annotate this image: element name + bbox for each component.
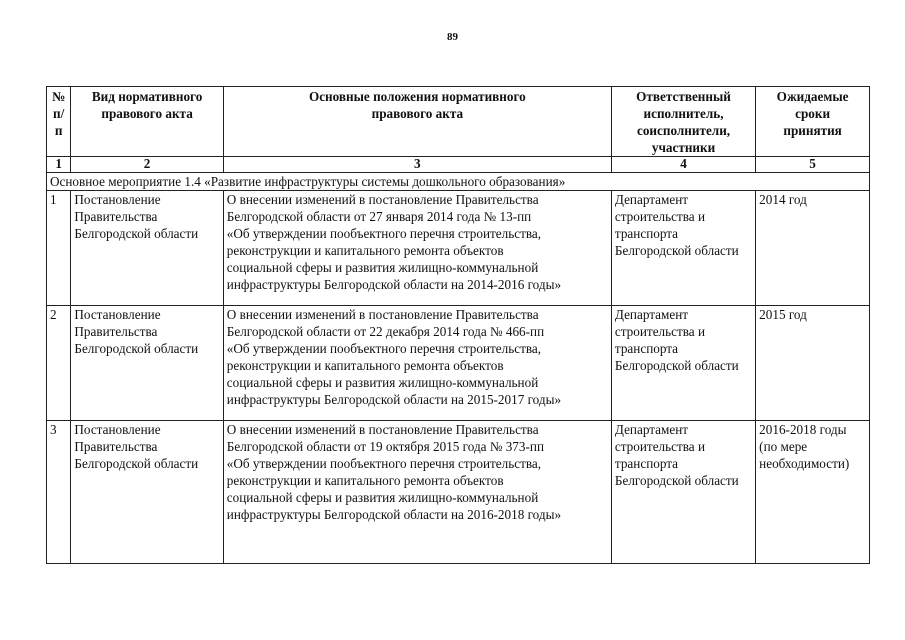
column-number-row	[47, 157, 870, 173]
header-main-provisions: Основные положения нормативного правового акта	[223, 87, 611, 157]
table-row	[47, 421, 870, 564]
responsible-executor: Департамент строительства и транспорта Белгородской области	[611, 306, 755, 421]
row-number: 3	[47, 421, 71, 564]
header-expected-dates: Ожидаемые сроки принятия	[756, 87, 870, 157]
responsible-executor: Департамент строительства и транспорта Белгородской области	[611, 191, 755, 306]
section-row	[47, 173, 870, 191]
column-number: 5	[756, 157, 870, 173]
table-row	[47, 306, 870, 421]
header-act-type: Вид нормативного правового акта	[71, 87, 223, 157]
header-row	[47, 87, 870, 157]
act-content: О внесении изменений в постановление Правительства Белгородской области от 22 декабря 2014 года № 466-пп «Об утверждении пообъектного перечня строительства, реконструкции и капитального ремонта объектов социальной сферы и развития жилищно-коммунальной инфраструктуры Белгородской области на 2015-2017 годы»	[223, 306, 611, 421]
header-number: № п/п	[47, 87, 71, 157]
row-number: 2	[47, 306, 71, 421]
section-title: Основное мероприятие 1.4 «Развитие инфраструктуры системы дошкольного образования»	[47, 173, 870, 191]
header-responsible: Ответственный исполнитель, соисполнители, участники	[611, 87, 755, 157]
act-type: Постановление Правительства Белгородской области	[71, 421, 223, 564]
page-number: 89	[447, 31, 458, 43]
act-type: Постановление Правительства Белгородской области	[71, 191, 223, 306]
expected-dates: 2015 год	[756, 306, 870, 421]
act-content: О внесении изменений в постановление Правительства Белгородской области от 27 января 2014 года № 13-пп «Об утверждении пообъектного перечня строительства, реконструкции и капитального ремонта объектов социальной сферы и развития жилищно-коммунальной инфраструктуры Белгородской области на 2014-2016 годы»	[223, 191, 611, 306]
regulatory-acts-table	[46, 86, 870, 564]
responsible-executor: Департамент строительства и транспорта Белгородской области	[611, 421, 755, 564]
act-type: Постановление Правительства Белгородской области	[71, 306, 223, 421]
column-number: 1	[47, 157, 71, 173]
expected-dates: 2016-2018 годы (по мере необходимости)	[756, 421, 870, 564]
column-number: 3	[223, 157, 611, 173]
expected-dates: 2014 год	[756, 191, 870, 306]
row-number: 1	[47, 191, 71, 306]
column-number: 4	[611, 157, 755, 173]
column-number: 2	[71, 157, 223, 173]
table-row	[47, 191, 870, 306]
act-content: О внесении изменений в постановление Правительства Белгородской области от 19 октября 2015 года № 373-пп «Об утверждении пообъектного перечня строительства, реконструкции и капитального ремонта объектов социальной сферы и развития жилищно-коммунальной инфраструктуры Белгородской области на 2016-2018 годы»	[223, 421, 611, 564]
